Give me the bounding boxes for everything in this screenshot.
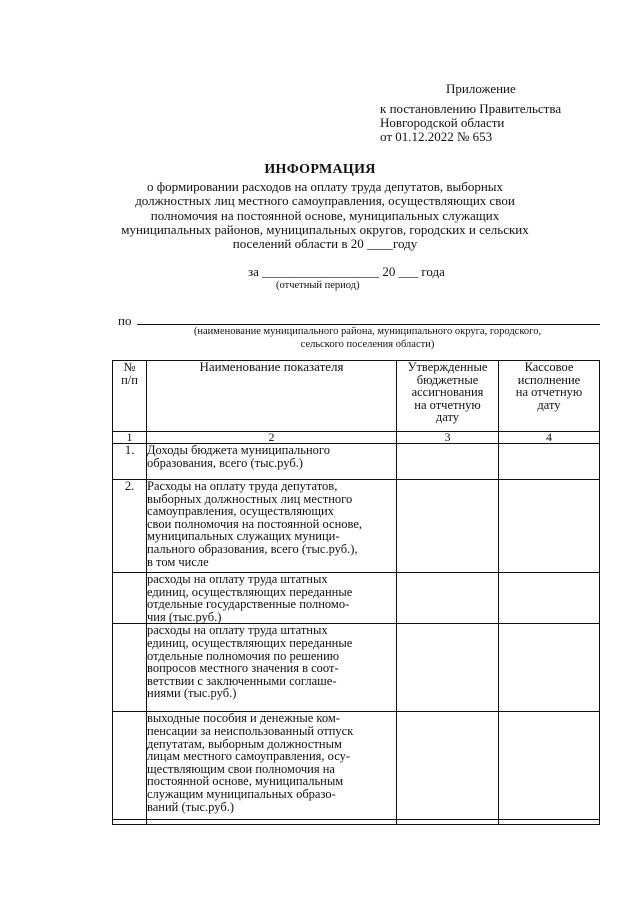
appendix-block: [380, 82, 561, 144]
column-number: 1: [113, 432, 147, 444]
column-number: 3: [397, 432, 499, 444]
table-cell: [113, 820, 147, 825]
table-cell: [147, 820, 397, 825]
row-number: 1.: [113, 444, 147, 480]
cash-value-cell[interactable]: [499, 480, 600, 573]
column-number: 4: [499, 432, 600, 444]
cash-value-cell[interactable]: [499, 712, 600, 820]
subtitle-line: должностных лиц местного самоуправления, осуществляющих свои: [135, 193, 515, 209]
table-header-row: [113, 361, 600, 432]
table-row: [113, 624, 600, 712]
column-number: 2: [147, 432, 397, 444]
subtitle-line: полномочия на постоянной основе, муниципальных служащих: [150, 207, 500, 223]
row-indicator: расходы на оплату труда штатных единиц, осуществляющих переданные отдельные государственные полномо- чия (тыс.руб.): [147, 573, 397, 624]
cash-value-cell[interactable]: [499, 444, 600, 480]
table-row: [113, 573, 600, 624]
recipient-underline: [137, 324, 600, 325]
row-indicator: выходные пособия и денежные ком- пенсации за неиспользованный отпуск депутатам, выборным должностным лицам местного самоуправления, осу- ществляющим свои полномочия на постоянной основе, муниципальным служащим муниципальных образо- ваний (тыс.руб.): [147, 712, 397, 820]
column-number-row: [113, 432, 600, 444]
approved-value-cell[interactable]: [397, 624, 499, 712]
subtitle-line: поселений области в 20 ____году: [232, 236, 418, 252]
row-number: [113, 573, 147, 624]
subtitle-line: о формировании расходов на оплату труда депутатов, выборных: [146, 179, 504, 194]
header-num: № п/п: [113, 361, 147, 432]
approved-value-cell[interactable]: [397, 444, 499, 480]
row-indicator: Расходы на оплату труда депутатов, выборных должностных лиц местного самоуправления, осуществляющих свои полномочия на постоянной основе, муниципальных служащих муници- пального образования, всего (тыс.руб.), в том числе: [147, 480, 397, 573]
recipient-label: по: [118, 313, 132, 328]
reporting-period-hint: (отчетный период): [276, 280, 360, 291]
table-row: [113, 480, 600, 573]
recipient-hint: [140, 326, 595, 351]
table-cell: [499, 820, 600, 825]
header-cash-execution: Кассовое исполнение на отчетную дату: [499, 361, 600, 432]
appendix-line: к постановлению Правительства: [380, 101, 562, 116]
row-number: 2.: [113, 480, 147, 573]
document-subtitle: [110, 180, 540, 251]
document-title: ИНФОРМАЦИЯ: [264, 162, 376, 177]
row-number: [113, 624, 147, 712]
row-indicator: Доходы бюджета муниципального образования, всего (тыс.руб.): [147, 444, 397, 480]
table-cell: [397, 820, 499, 825]
subtitle-line: муниципальных районов, муниципальных округов, городских и сельских: [121, 221, 529, 237]
approved-value-cell[interactable]: [397, 480, 499, 573]
reporting-period-field: за __________________ 20 ___ года: [248, 264, 445, 279]
row-number: [113, 712, 147, 820]
approved-value-cell[interactable]: [397, 573, 499, 624]
recipient-hint-line: сельского поселения области): [300, 338, 435, 350]
cash-value-cell[interactable]: [499, 573, 600, 624]
header-indicator-name: Наименование показателя: [147, 361, 397, 432]
recipient-hint-line: (наименование муниципального района, муниципального округа, городского,: [193, 326, 542, 337]
appendix-line: от 01.12.2022 № 653: [380, 129, 493, 144]
table-row: [113, 444, 600, 480]
cash-value-cell[interactable]: [499, 624, 600, 712]
appendix-title: Приложение: [446, 81, 516, 96]
table-row: [113, 820, 600, 825]
row-indicator: расходы на оплату труда штатных единиц, осуществляющих переданные отдельные полномочия по решению вопросов местного значения в соот- ветствии с заключенными соглаше- ниями (тыс.руб.): [147, 624, 397, 712]
indicators-table: [112, 360, 600, 825]
header-approved-allocations: Утвержденные бюджетные ассигнования на отчетную дату: [397, 361, 499, 432]
approved-value-cell[interactable]: [397, 712, 499, 820]
table-row: [113, 712, 600, 820]
appendix-line: Новгородской области: [380, 115, 505, 130]
